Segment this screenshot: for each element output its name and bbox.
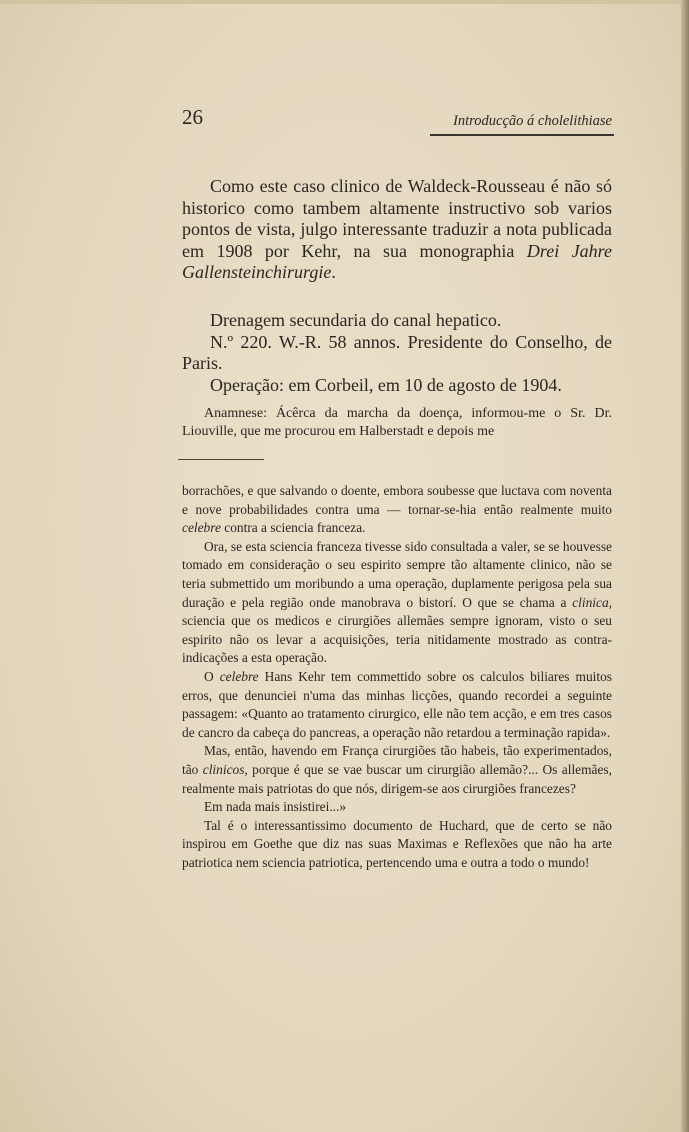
paragraph-1-emphasis: celebre [182,520,221,536]
paragraph-1 [182,482,612,538]
paragraph-1-end: contra a sciencia franceza. [220,520,366,536]
page-number: 26 [182,105,203,129]
running-head: Introducção á cholelithiase [453,113,612,129]
paragraph-2-emphasis: clinica, [572,594,612,610]
continuation-text [182,482,612,872]
paragraph-5: Em nada mais insistirei...» [204,799,347,815]
page-top-edge [0,0,689,4]
paragraph-2 [182,538,612,668]
intro-text: Como este caso clinico de Waldeck-Rousseau é não só historico como tambem altamente instructivo sob varios pontos de vista, julgo interessante traduzir a nota publicada em 1908 por Kehr, na sua monographia [182,176,612,261]
case-title: Drenagem secundaria do canal hepatico. [210,310,502,330]
page-header [182,105,614,137]
header-rule [430,134,614,136]
paragraph-6: Tal é o interessantissimo documento de Huchard, que de certo se não inspirou em Goethe que diz nas suas Maximas e Reflexões que não ha arte patriotica nem sciencia patriotica, pertencendo uma e outra a todo o mundo! [182,817,612,870]
book-title: Drei Jahre Gallensteinchirurgie [182,240,612,282]
footnote-separator [178,459,264,460]
paragraph-2-end: sciencia que os medicos e cirurgiões allemães sempre ignoram, visto o seu espirito não os levar a acquisições, teria nitidamente mostrado as contra-indicações a esta operação. [182,613,612,666]
page-right-edge [681,0,689,1132]
paragraph-4-text: Mas, então, havendo em França cirurgiões tão habeis, tão experimentados, tão [182,743,612,777]
intro-end: . [331,262,336,282]
intro-paragraph [182,176,612,284]
case-block [182,310,612,396]
anamnese-text: Anamnese: Ácêrca da marcha da doença, informou-me o Sr. Dr. Liouville, que me procurou em Halberstadt e depois me [182,406,612,439]
paragraph-2-text: Ora, se esta sciencia franceza tivesse sido consultada a valer, se se houvesse tomado em consideração o seu espirito sempre tão altamente clinico, não se teria submettido um moribundo a uma operação, duplamente perigosa pela sua duração e pela região onde manobrava o bistorí. O que se chama a [182,538,612,610]
paragraph-4 [182,742,612,798]
paragraph-3-text: O [204,668,220,684]
paragraph-3-emphasis: celebre [219,668,259,684]
paragraph-3 [182,668,612,742]
paragraph-3-end: Hans Kehr tem commettido sobre os calculos biliares muitos erros, que denunciei n'uma das minhas licções, quando recordei a seguinte passagem: «Quanto ao tratamento cirurgico, elle não tem acção, e em tres casos de cancro da cabeça do pancreas, a operação não retardou a terminação rapida». [182,668,612,740]
paragraph-4-end: porque é que se vae buscar um cirurgião allemão?... Os allemães, realmente mais patriotas do que nós, dirigem-se aos cirurgiões francezes? [182,761,612,796]
case-patient: N.º 220. W.-R. 58 annos. Presidente do Conselho, de Paris. [182,331,612,373]
case-operation: Operação: em Corbeil, em 10 de agosto de 1904. [210,374,562,395]
paragraph-1-text: borrachões, e que salvando o doente, embora soubesse que luctava com noventa e nove probabilidades contra uma — tornar-se-hia então realmente muito [182,483,612,517]
paragraph-4-emphasis: clinicos, [202,761,248,777]
anamnese-paragraph [182,405,612,440]
